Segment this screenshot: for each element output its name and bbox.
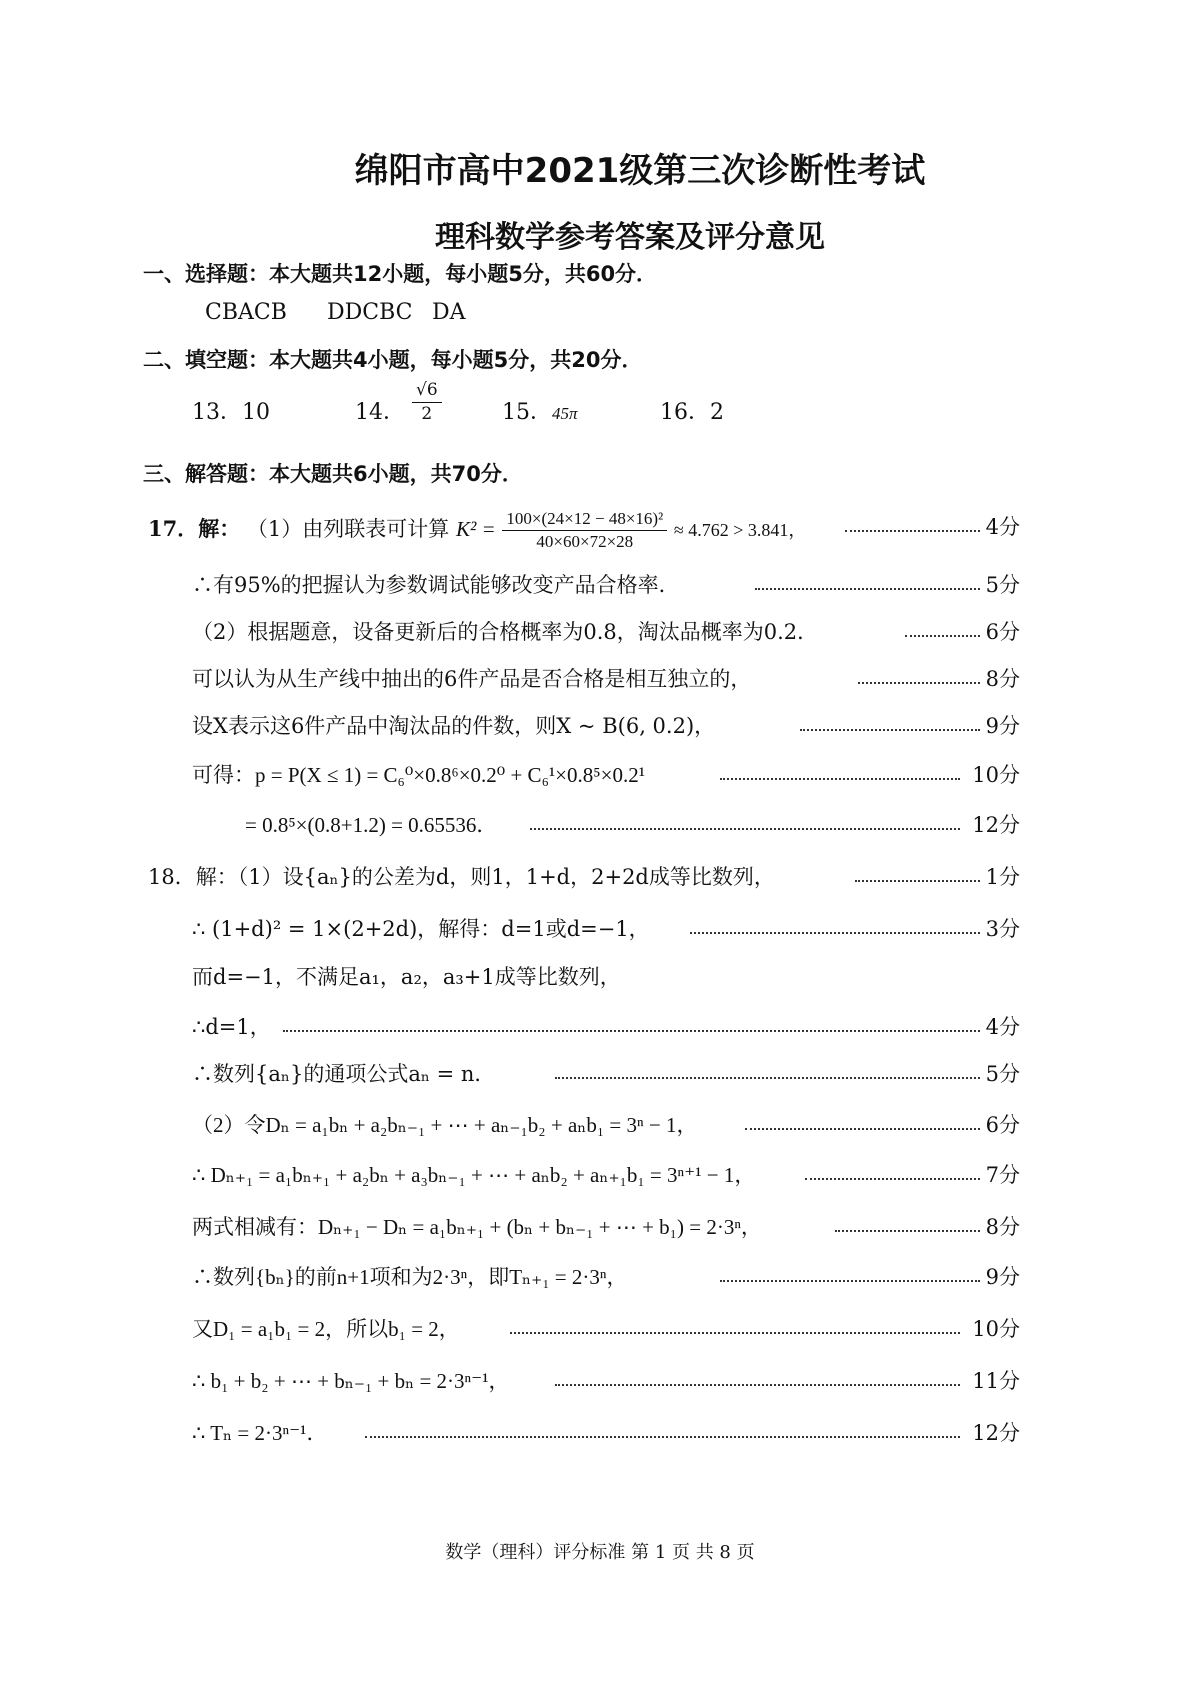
score-label: 5分	[985, 1062, 1020, 1086]
q17-line-5	[0, 707, 1200, 745]
solution-text: ∴数列{bₙ}的前n+1项和为2·3ⁿ，即Tₙ₊₁ = 2·3ⁿ，	[192, 1265, 628, 1289]
q17-line-6	[0, 756, 1200, 794]
solution-text: ∴有95%的把握认为参数调试能够改变产品合格率．	[192, 573, 680, 597]
solution-text: 可得：p = P(X ≤ 1) = C₆⁰×0.8⁶×0.2⁰ + C₆¹×0.8⁵×0.2¹	[192, 763, 645, 787]
q17-numerator: 100×(24×12 − 48×16)²	[502, 508, 667, 531]
q18-line-3	[0, 958, 1200, 996]
q15-answer	[502, 395, 578, 426]
score-label: 6分	[985, 1113, 1020, 1137]
score-label: 10分	[972, 763, 1020, 787]
q14-number: 14．	[355, 400, 405, 425]
page-title: 绵阳市高中2021级第三次诊断性考试	[354, 151, 926, 191]
q18-line-7	[0, 1156, 1200, 1194]
solution-text: （2）令Dₙ = a₁bₙ + a₂bₙ₋₁ + ⋯ + aₙ₋₁b₂ + aₙb₁ = 3ⁿ − 1，	[192, 1113, 698, 1137]
q13-answer	[192, 395, 270, 426]
q14-fraction	[412, 379, 442, 424]
fill-section-title: 二、填空题：本大题共4小题，每小题5分，共20分．	[143, 348, 643, 372]
solution-text: ∴ Tₙ = 2·3ⁿ⁻¹．	[192, 1421, 328, 1445]
score-label: 12分	[972, 1421, 1020, 1445]
q15-number: 15．	[502, 400, 552, 425]
score-label: 6分	[985, 620, 1020, 644]
solution-text: ∴数列{aₙ}的通项公式aₙ = n．	[192, 1062, 496, 1086]
solution-text: 而d=−1，不满足a₁，a₂，a₃+1成等比数列，	[192, 965, 621, 989]
q16-number: 16．	[660, 400, 710, 425]
q16-value: 2	[710, 400, 724, 425]
q16-answer	[660, 395, 724, 426]
choice-answers-1: CBACB	[205, 300, 287, 325]
score-label: 4分	[985, 515, 1020, 539]
q17-line-7	[0, 806, 1200, 844]
solution-text: = 0.8⁵×(0.8+1.2) = 0.65536．	[245, 813, 498, 837]
leader-dots	[905, 635, 980, 637]
q13-number: 13．	[192, 400, 242, 425]
score-label: 11分	[972, 1369, 1020, 1393]
leader-dots	[845, 530, 980, 532]
leader-dots	[283, 1030, 980, 1032]
q14-answer	[355, 380, 442, 426]
leader-dots	[805, 1178, 980, 1180]
leader-dots	[745, 1128, 980, 1130]
choice-section-title: 一、选择题：本大题共12小题，每小题5分，共60分．	[143, 262, 658, 286]
leader-dots	[690, 932, 980, 934]
leader-dots	[800, 729, 980, 731]
score-label: 8分	[985, 1215, 1020, 1239]
solution-text: 两式相减有：Dₙ₊₁ − Dₙ = a₁bₙ₊₁ + (bₙ + bₙ₋₁ + ⋯ + b₁) = 2·3ⁿ，	[192, 1215, 762, 1239]
q18-line-10	[0, 1310, 1200, 1348]
solution-text: 又D₁ = a₁b₁ = 2，所以b₁ = 2，	[192, 1317, 460, 1341]
score-label: 4分	[985, 1015, 1020, 1039]
page-footer: 数学（理科）评分标准 第 1 页 共 8 页	[445, 1542, 755, 1563]
choice-answers-3: DA	[432, 300, 466, 325]
score-label: 5分	[985, 573, 1020, 597]
score-label: 3分	[985, 917, 1020, 941]
q18-line-9	[0, 1258, 1200, 1296]
q14-numerator: √6	[412, 379, 442, 402]
score-label: 9分	[985, 714, 1020, 738]
q18-line-11	[0, 1362, 1200, 1400]
q14-denominator: 2	[421, 403, 433, 424]
q15-value: 45π	[552, 404, 578, 423]
q17-line-1	[0, 508, 1200, 552]
leader-dots	[720, 1280, 980, 1282]
choice-answers-2: DDCBC	[327, 300, 413, 325]
leader-dots	[858, 682, 980, 684]
solve-section-title: 三、解答题：本大题共6小题，共70分．	[143, 462, 523, 486]
q13-value: 10	[242, 400, 270, 425]
leader-dots	[855, 880, 980, 882]
solution-text	[148, 508, 806, 553]
leader-dots	[365, 1436, 960, 1438]
q18-line-6	[0, 1106, 1200, 1144]
q17-line-2	[0, 566, 1200, 604]
q18-line-4	[0, 1008, 1200, 1046]
score-label: 8分	[985, 667, 1020, 691]
solution-text: ∴d=1，	[192, 1015, 271, 1039]
score-label: 7分	[985, 1163, 1020, 1187]
solution-text: 设X表示这6件产品中淘汰品的件数，则X ~ B(6, 0.2)，	[192, 714, 716, 738]
leader-dots	[530, 828, 960, 830]
q17-formula-lhs: K² =	[455, 517, 496, 542]
leader-dots	[555, 1384, 960, 1386]
q18-line-5	[0, 1055, 1200, 1093]
score-label: 12分	[972, 813, 1020, 837]
q17-formula-tail: ≈ 4.762 > 3.841，	[673, 520, 807, 541]
q17-label: 17．解：	[148, 516, 241, 542]
q18-line-8	[0, 1208, 1200, 1246]
solution-text: 可以认为从生产线中抽出的6件产品是否合格是相互独立的，	[192, 667, 752, 691]
score-label: 9分	[985, 1265, 1020, 1289]
q18-line-1	[0, 858, 1200, 896]
page-subtitle: 理科数学参考答案及评分意见	[435, 220, 825, 255]
q18-line-12	[0, 1414, 1200, 1452]
leader-dots	[835, 1230, 980, 1232]
solution-text: （2）根据题意，设备更新后的合格概率为0.8，淘汰品概率为0.2．	[192, 620, 819, 644]
solution-text: ∴ b₁ + b₂ + ⋯ + bₙ₋₁ + bₙ = 2·3ⁿ⁻¹，	[192, 1369, 510, 1393]
q17-denominator: 40×60×72×28	[536, 532, 634, 552]
q17-fraction	[502, 508, 667, 553]
leader-dots	[510, 1332, 960, 1334]
solution-text: 18．解：（1）设{aₙ}的公差为d，则1，1+d，2+2d成等比数列，	[148, 865, 775, 889]
score-label: 1分	[985, 865, 1020, 889]
solution-text: ∴ Dₙ₊₁ = a₁bₙ₊₁ + a₂bₙ + a₃bₙ₋₁ + ⋯ + aₙb₂ + aₙ₊₁b₁ = 3ⁿ⁺¹ − 1，	[192, 1163, 756, 1187]
solution-text: ∴ (1+d)² = 1×(2+2d)，解得：d=1或d=−1，	[192, 917, 650, 941]
score-label: 10分	[972, 1317, 1020, 1341]
leader-dots	[555, 1077, 980, 1079]
leader-dots	[720, 778, 960, 780]
q17-line-4	[0, 660, 1200, 698]
q18-line-2	[0, 910, 1200, 948]
q17-step1-text: （1）由列联表可计算	[246, 517, 450, 542]
q17-line-3	[0, 613, 1200, 651]
leader-dots	[755, 588, 980, 590]
